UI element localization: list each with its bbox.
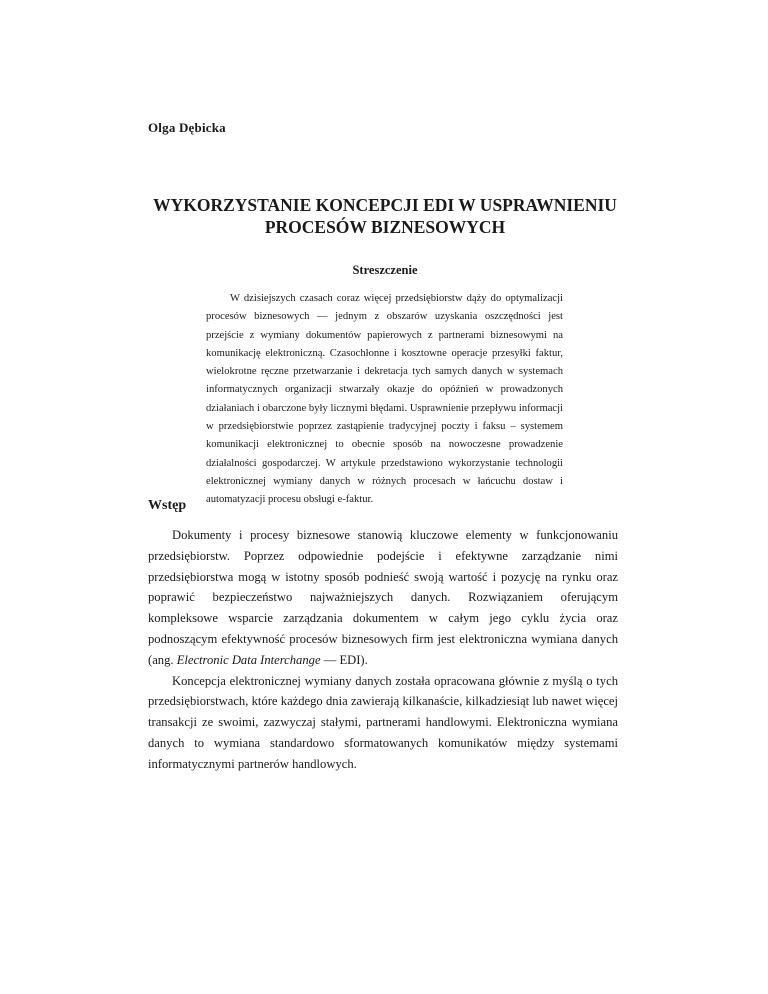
author-name: Olga Dębicka [148,120,226,135]
section-body [148,525,618,775]
paragraph-1-italic-term: Electronic Data Interchange [176,652,321,667]
title-line-2: PROCESÓW BIZNESOWYCH [264,217,506,237]
abstract-heading: Streszczenie [352,263,418,277]
abstract-text: W dzisiejszych czasach coraz więcej przedsiębiorstw dąży do optymalizacji procesów biznesowych — jednym z obszarów uzyskania oszczędności jest przejście z wymiany dokumentów papierowych z partnerami biznesowymi na komunikację elektroniczną. Czasochłonne i kosztowne operacje przesyłki faktur, wielokrotne ręczne przetwarzanie i dekretacja tych samych danych w systemach informatycznych organizacji stwarzały okazje do opóźnień w prowadzonych działaniach i obarczone były licznymi błędami. Usprawnienie przepływu informacji w przedsiębiorstwie poprzez zastąpienie tradycyjnej poczty i faksu – systemem komunikacji elektronicznej to obecnie sposób na nowoczesne prowadzenie działalności gospodarczej. W artykule przedstawiono wykorzystanie technologii elektronicznej wymiany danych w różnych procesach w łańcuchu dostaw i automatyzacji procesu obsługi e-faktur. [206,293,563,506]
paper-title [140,194,630,238]
paragraph-2: Koncepcja elektronicznej wymiany danych została opracowana głównie z myślą o tych przedsiębiorstwach, które każdego dnia zawierają kilkanaście, kilkadziesiąt lub nawet więcej transakcji ze swoimi, zazwyczaj stałymi, partnerami handlowymi. Elektroniczna wymiana danych to wymiana standardowo sformatowanych komunikatów między systemami informatycznymi partnerów handlowych. [148,673,618,771]
title-line-1: WYKORZYSTANIE KONCEPCJI EDI W USPRAWNIENIU [153,195,617,215]
paragraph-1-text: Dokumenty i procesy biznesowe stanowią kluczowe elementy w funkcjonowaniu przedsiębiorstw. Poprzez odpowiednie podejście i efektywne zarządzanie nimi przedsiębiorstwa mogą w istotny sposób podnieść swoją wartość i pozycję na rynku oraz poprawić bezpieczeństwo najważniejszych danych. Rozwiązaniem oferującym kompleksowe wsparcie zarządzania dokumentem w całym jego cyklu życia oraz podnoszącym efektywność procesów biznesowych firm jest elektroniczna wymiana danych (ang. [148,528,618,667]
paragraph-1-tail: — EDI). [320,652,368,667]
section-heading: Wstęp [148,498,187,513]
paragraph-1 [148,525,618,671]
